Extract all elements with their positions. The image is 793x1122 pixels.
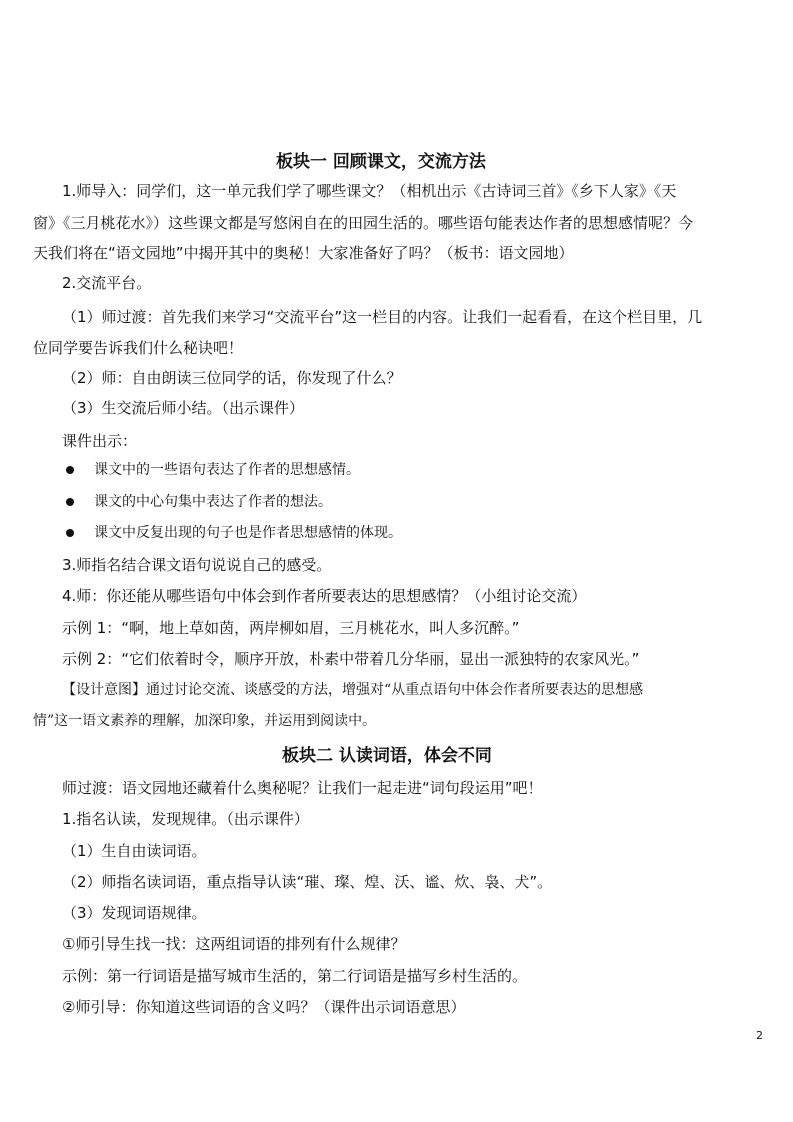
section1-line3: 天我们将在“语文园地”中揭开其中的奥秘！大家准备好了吗？（板书：语文园地） — [33, 244, 574, 262]
section1-line1: 1.师导入：同学们，这一单元我们学了哪些课文？（相机出示《古诗词三首》《乡下人家》《天 — [62, 182, 677, 200]
section2-line4: （2）师指名读词语，重点指导认读“璀、璨、煌、沃、谧、炊、袅、犬”。 — [62, 873, 553, 891]
section1-line6: 位同学要告诉我们什么秘诀吧！ — [33, 339, 244, 357]
section2-heading: 板块二 认读词语，体会不同 — [282, 746, 492, 766]
section1-line9: 课件出示： — [62, 432, 138, 450]
section2-line8: ②师引导：你知道这些词语的含义吗？（课件出示词语意思） — [62, 998, 466, 1016]
bullet-item: 课文中反复出现的句子也是作者思想感情的体现。 — [94, 525, 402, 541]
bullet-dot — [66, 466, 74, 474]
section1-line11: 4.师：你还能从哪些语句中体会到作者所要表达的思想感情？（小组讨论交流） — [62, 587, 587, 605]
section2-line6: ①师引导生找一找：这两组词语的排列有什么规律？ — [62, 935, 406, 953]
section2-line1: 师过渡：语文园地还藏着什么奥秘呢？让我们一起走进“词句段运用”吧！ — [62, 779, 543, 797]
bullet-item: 课文的中心句集中表达了作者的想法。 — [94, 494, 332, 510]
bullet-item: 课文中的一些语句表达了作者的思想感情。 — [94, 462, 360, 478]
section1-line7: （2）师：自由朗读三位同学的话，你发现了什么？ — [62, 369, 402, 387]
section2-line3: （1）生自由读词语。 — [62, 842, 207, 860]
section1-line10: 3.师指名结合课文语句说说自己的感受。 — [62, 556, 332, 574]
section1-line4: 2.交流平台。 — [62, 274, 152, 292]
page-number: 2 — [756, 1029, 763, 1042]
section2-line7: 示例：第一行词语是描写城市生活的，第二行词语是描写乡村生活的。 — [62, 967, 528, 985]
section1-line13: 示例 2：“它们依着时令，顺序开放，朴素中带着几分华丽，显出一派独特的农家风光。” — [62, 650, 640, 668]
bullet-dot — [66, 529, 74, 537]
section2-line2: 1.指名认读，发现规律。（出示课件） — [62, 810, 309, 828]
section1-line5: （1）师过渡：首先我们来学习“交流平台”这一栏目的内容。让我们一起看看，在这个栏目里，几 — [62, 308, 703, 326]
design-intent-line2: 情”这一语文素养的理解，加深印象，并运用到阅读中。 — [33, 713, 377, 729]
bullet-dot — [66, 498, 74, 506]
section1-line12: 示例 1：“啊，地上草如茵，两岸柳如眉，三月桃花水，叫人多沉醉。” — [62, 619, 520, 637]
section1-line2: 窗》《三月桃花水》）这些课文都是写悠闲自在的田园生活的。哪些语句能表达作者的思想感情呢？今 — [33, 214, 694, 232]
design-intent-line1: 【设计意图】通过讨论交流、谈感受的方法，增强对“从重点语句中体会作者所要表达的思想感 — [62, 682, 644, 698]
section1-heading: 板块一 回顾课文，交流方法 — [276, 152, 486, 172]
section2-line5: （3）发现词语规律。 — [62, 904, 207, 922]
section1-line8: （3）生交流后师小结。（出示课件） — [62, 399, 305, 417]
